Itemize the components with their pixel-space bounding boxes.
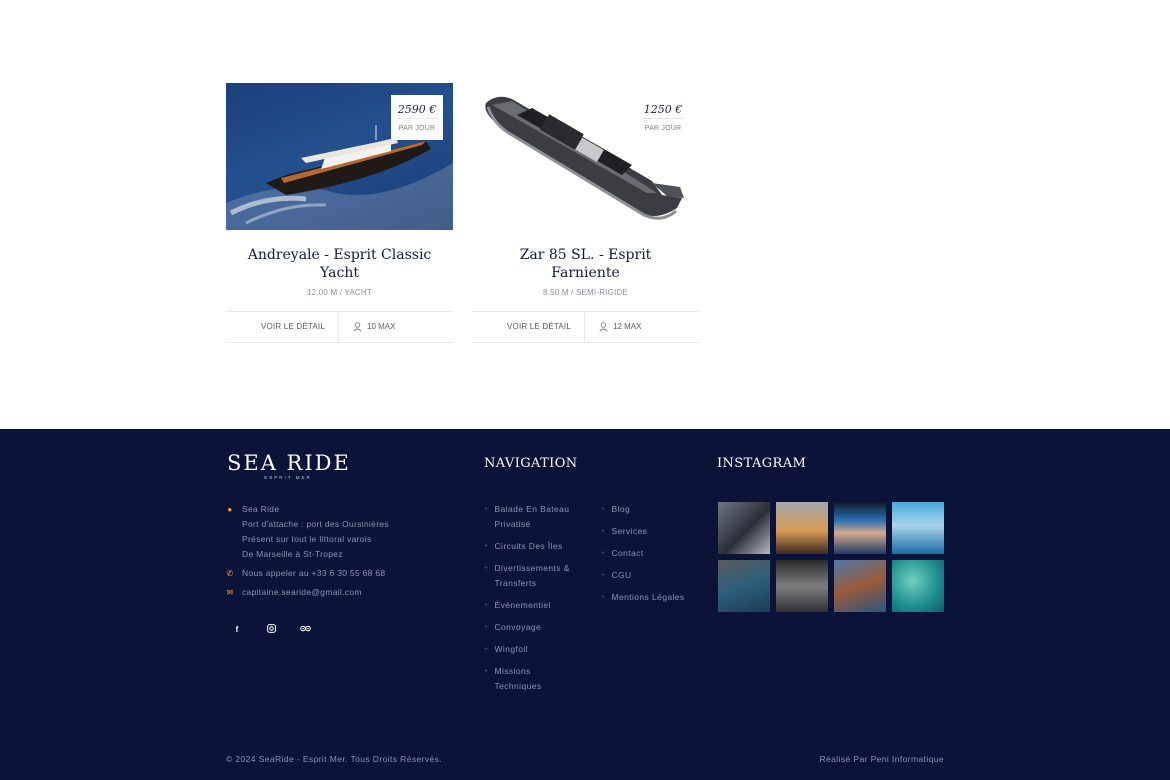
listing-image[interactable]: [226, 83, 453, 230]
nav-link[interactable]: [484, 598, 574, 613]
nav-link[interactable]: [601, 590, 701, 605]
copyright: © 2024 SeaRide - Esprit Mer. Tous Droits Réservés.: [226, 754, 443, 764]
instagram-photo[interactable]: [834, 502, 886, 554]
nav-link-label: CGU: [611, 570, 632, 580]
bullet-icon: +: [484, 565, 489, 572]
instagram-photo[interactable]: [776, 560, 828, 612]
price-tag: [391, 95, 443, 140]
nav-link[interactable]: [484, 642, 574, 657]
capacity-label: 10 MAX: [367, 322, 396, 331]
phone-icon: ✆: [226, 569, 234, 578]
nav-link-label: Contact: [611, 548, 644, 558]
instagram-icon[interactable]: [266, 624, 276, 636]
listing-card: [472, 83, 699, 343]
listing-meta: 12.00 M / YACHT: [307, 288, 372, 297]
instagram-feed: [718, 502, 944, 612]
nav-link-label: Balade En Bateau Privatisé: [494, 504, 570, 529]
bullet-icon: +: [601, 550, 606, 557]
instagram-photo[interactable]: [776, 502, 828, 554]
site-footer: [0, 429, 1170, 780]
instagram-photo[interactable]: [892, 560, 944, 612]
address: [226, 502, 389, 562]
address-line: Port d'attache : port des Oursinières: [242, 519, 389, 529]
logo[interactable]: [227, 451, 349, 480]
nav-link-label: Convoyage: [494, 622, 542, 632]
location-pin-icon: ●: [227, 505, 233, 514]
social-links: [232, 624, 310, 636]
nav-link-label: Divertissements & Transferts: [494, 563, 570, 588]
nav-link[interactable]: [484, 502, 574, 532]
navigation-list: [601, 502, 701, 612]
phone[interactable]: [226, 566, 389, 581]
nav-link-label: Services: [611, 526, 648, 536]
person-icon: [353, 322, 362, 332]
capacity: [585, 312, 699, 342]
tripadvisor-icon[interactable]: [300, 624, 310, 636]
bullet-icon: +: [601, 594, 606, 601]
bullet-icon: +: [601, 572, 606, 579]
person-icon: [599, 322, 608, 332]
nav-link-label: Évènementiel: [494, 600, 551, 610]
nav-link[interactable]: [484, 561, 574, 591]
price-tag: [637, 95, 689, 140]
address-line: Présent sur tout le littoral varois: [242, 534, 372, 544]
mail-icon: ✉: [226, 588, 234, 597]
listing-card: [226, 83, 453, 343]
email-text: capitaine.searide@gmail.com: [242, 587, 362, 597]
nav-link[interactable]: [601, 546, 701, 561]
nav-link[interactable]: [484, 620, 574, 635]
bullet-icon: +: [484, 646, 489, 653]
facebook-icon[interactable]: f: [235, 625, 239, 634]
bullet-icon: +: [484, 543, 489, 550]
nav-link-label: Missions Techniques: [494, 666, 542, 691]
view-detail-link[interactable]: VOIR LE DÉTAIL: [472, 312, 585, 342]
email[interactable]: [226, 585, 389, 600]
bullet-icon: +: [601, 506, 606, 513]
bullet-icon: +: [601, 528, 606, 535]
listing-title[interactable]: Andreyale - Esprit Classic Yacht: [247, 247, 432, 281]
capacity-label: 12 MAX: [613, 322, 642, 331]
listing-meta: 8.50 M / SEMI-RIGIDE: [543, 288, 628, 297]
nav-link[interactable]: [601, 502, 701, 517]
price: 1250 €: [642, 95, 684, 119]
navigation-heading: NAVIGATION: [484, 456, 578, 471]
logo-tagline: ESPRIT MER: [264, 475, 312, 480]
nav-link[interactable]: [484, 664, 574, 694]
price: 2590 €: [396, 95, 438, 119]
instagram-photo[interactable]: [834, 560, 886, 612]
view-detail-link[interactable]: VOIR LE DÉTAIL: [226, 312, 339, 342]
nav-link[interactable]: [601, 524, 701, 539]
nav-link-label: Mentions Légales: [611, 592, 685, 602]
credit-link[interactable]: Réalisé Par Peni Informatique: [819, 754, 944, 764]
listing-title[interactable]: Zar 85 SL. - Esprit Farniente: [519, 247, 652, 281]
nav-link-label: Wingfoil: [494, 644, 528, 654]
bullet-icon: +: [484, 624, 489, 631]
phone-text: Nous appeler au +33 6 30 55 68 68: [242, 568, 386, 578]
instagram-photo[interactable]: [892, 502, 944, 554]
address-line: De Marseille à St-Tropez: [242, 549, 343, 559]
navigation-list: [484, 502, 574, 701]
bullet-icon: +: [484, 602, 489, 609]
address-line: Sea Ride: [242, 504, 280, 514]
listing-actions: [472, 311, 699, 343]
bullet-icon: +: [484, 668, 489, 675]
logo-text: SEA RIDE: [227, 451, 351, 475]
instagram-heading: INSTAGRAM: [717, 456, 807, 471]
bullet-icon: +: [484, 506, 489, 513]
capacity: [339, 312, 453, 342]
instagram-photo[interactable]: [718, 502, 770, 554]
price-period: PAR JOUR: [644, 125, 682, 132]
instagram-photo[interactable]: [718, 560, 770, 612]
nav-link-label: Circuits Des Îles: [494, 541, 563, 551]
listing-actions: [226, 311, 453, 343]
price-period: PAR JOUR: [398, 125, 436, 132]
nav-link[interactable]: [484, 539, 574, 554]
contact-block: [226, 502, 389, 600]
nav-link[interactable]: [601, 568, 701, 583]
listing-image[interactable]: [472, 83, 699, 230]
nav-link-label: Blog: [611, 504, 631, 514]
